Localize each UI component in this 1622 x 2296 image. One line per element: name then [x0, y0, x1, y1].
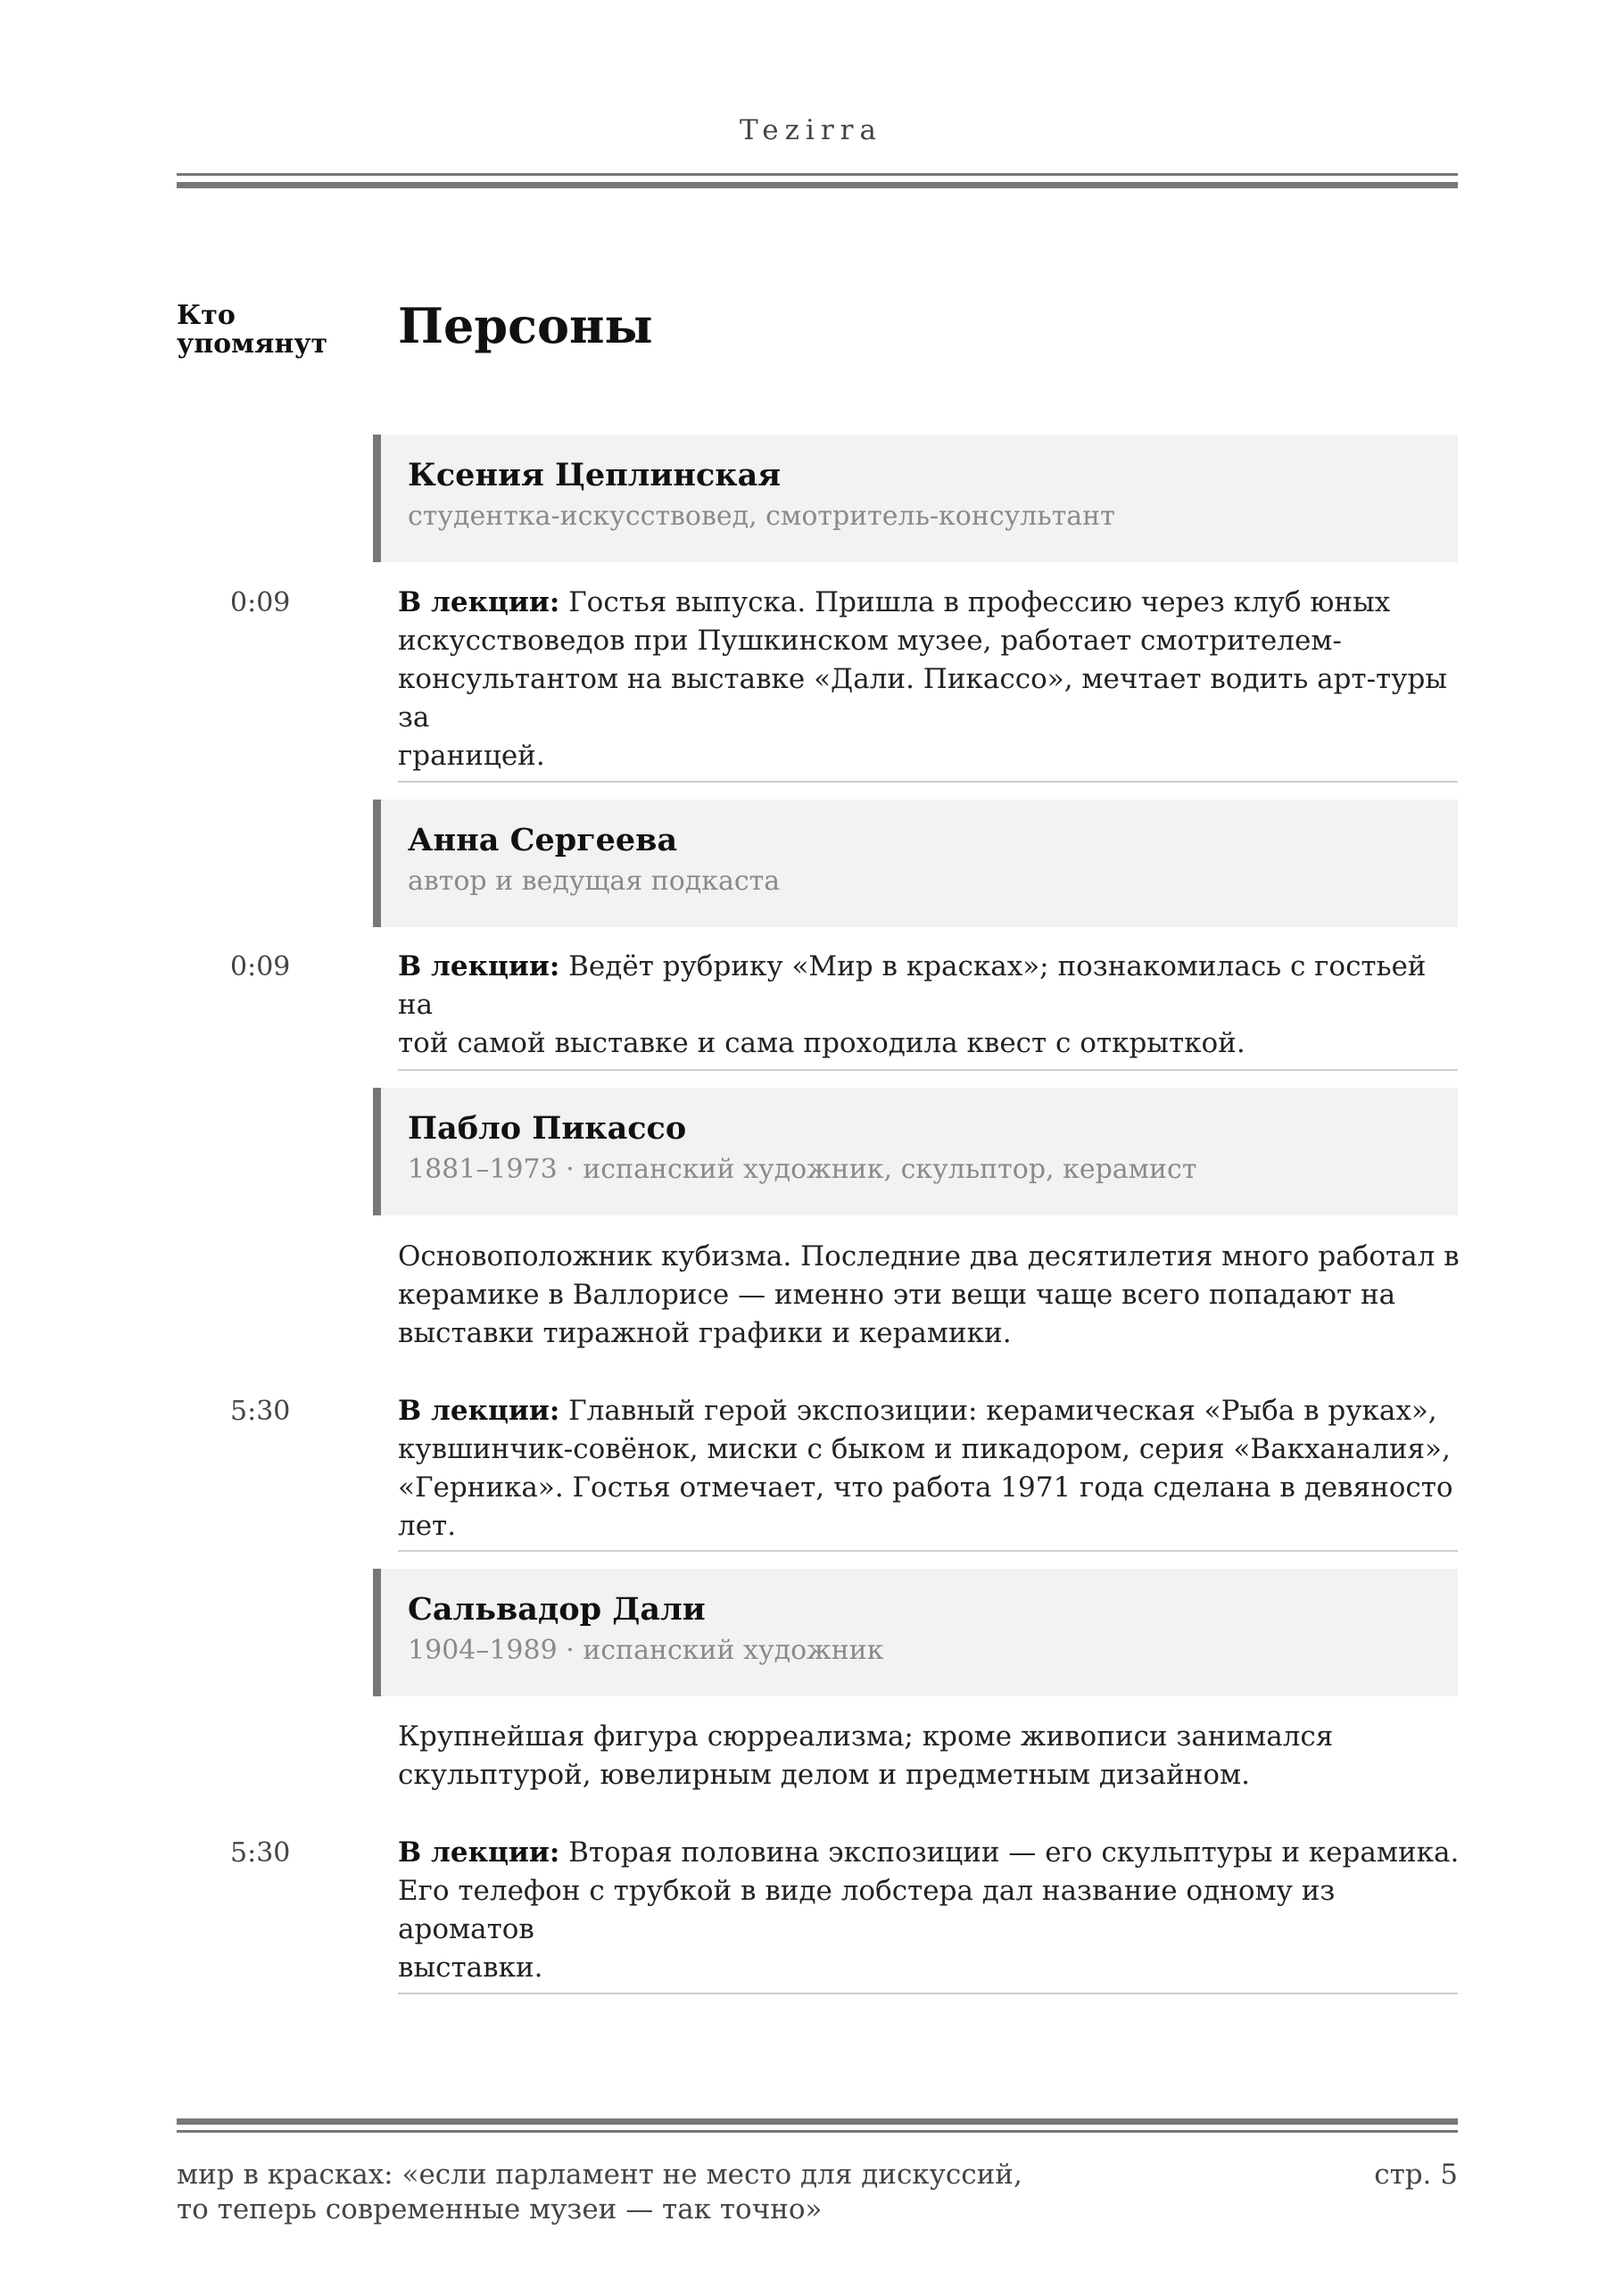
footer-title-line: мир в красках: «если парламент не место для дискуссий, [177, 2159, 1022, 2191]
description-line: Крупнейшая фигура сюрреализма; кроме живописи занимался [398, 1720, 1334, 1753]
person-role: 1881–1973 · испанский художник, скульптор, керамист [408, 1154, 1197, 1185]
lecture-line: границей. [398, 740, 545, 772]
person-card [373, 800, 1458, 927]
lecture-note [398, 1834, 1460, 1987]
timestamp: 0:09 [230, 951, 291, 982]
header-rule-thick [177, 182, 1458, 188]
lecture-line: «Герника». Гостья отмечает, что работа 1971 года сделана в девяносто лет. [398, 1471, 1453, 1542]
lecture-line: Его телефон с трубкой в виде лобстера дал название одному из ароматов [398, 1875, 1336, 1945]
person-name: Сальвадор Дали [408, 1591, 706, 1628]
header-brand: Tezirra [740, 114, 882, 146]
divider [398, 781, 1458, 783]
footer-title [177, 2158, 1158, 2227]
lecture-line: Вторая половина экспозиции — его скульптуры и керамика. [568, 1836, 1460, 1869]
description-line: керамике в Валлорисе — именно эти вещи чаще всего попадают на [398, 1279, 1396, 1311]
person-role: 1904–1989 · испанский художник [408, 1635, 884, 1666]
timestamp: 5:30 [230, 1837, 291, 1869]
person-card [373, 435, 1458, 562]
person-description [398, 1238, 1460, 1353]
side-label-line: Кто [177, 300, 236, 331]
lecture-label: В лекции: [398, 950, 560, 982]
person-role: студентка-искусствовед, смотритель-консультант [408, 501, 1115, 532]
divider [398, 1550, 1458, 1552]
lecture-note [398, 584, 1460, 775]
lecture-line: той самой выставке и сама проходила квест с открыткой. [398, 1027, 1245, 1059]
person-role: автор и ведущая подкаста [408, 866, 781, 897]
description-line: выставки тиражной графики и керамики. [398, 1317, 1012, 1349]
timestamp: 0:09 [230, 587, 291, 618]
lecture-label: В лекции: [398, 1395, 560, 1427]
lecture-line: кувшинчик-совёнок, миски с быком и пикадором, серия «Вакханалия», [398, 1433, 1451, 1465]
person-name: Пабло Пикассо [408, 1110, 687, 1147]
description-line: Основоположник кубизма. Последние два десятилетия много работал в [398, 1240, 1460, 1272]
footer-title-line: то теперь современные музеи — так точно» [177, 2193, 823, 2226]
description-line: скульптурой, ювелирным делом и предметным дизайном. [398, 1759, 1250, 1791]
lecture-line: консультантом на выставке «Дали. Пикассо», мечтает водить арт-туры за [398, 663, 1447, 734]
lecture-label: В лекции: [398, 1836, 560, 1869]
person-card [373, 1569, 1458, 1696]
footer-rule-thin [177, 2130, 1458, 2133]
lecture-note [398, 1392, 1460, 1546]
lecture-line: Ведёт рубрику «Мир в красках»; познакомилась с гостьей на [398, 950, 1427, 1021]
page-title: Персоны [398, 297, 653, 354]
timestamp: 5:30 [230, 1396, 291, 1427]
person-name: Ксения Цеплинская [408, 457, 782, 493]
page-number: стр. 5 [1374, 2159, 1458, 2191]
side-label [177, 302, 327, 359]
lecture-label: В лекции: [398, 586, 560, 618]
lecture-note [398, 948, 1460, 1063]
divider [398, 1069, 1458, 1071]
lecture-line: выставки. [398, 1952, 543, 1984]
person-name: Анна Сергеева [408, 822, 678, 858]
lecture-line: искусствоведов при Пушкинском музее, работает смотрителем- [398, 625, 1342, 657]
lecture-line: Главный герой экспозиции: керамическая «Рыба в руках», [568, 1395, 1437, 1427]
person-card [373, 1088, 1458, 1215]
lecture-line: Гостья выпуска. Пришла в профессию через клуб юных [568, 586, 1391, 618]
side-label-line: упомянут [177, 328, 328, 360]
person-description [398, 1718, 1460, 1795]
header-rule-thin [177, 173, 1458, 176]
divider [398, 1993, 1458, 1994]
footer-rule-thick [177, 2118, 1458, 2125]
